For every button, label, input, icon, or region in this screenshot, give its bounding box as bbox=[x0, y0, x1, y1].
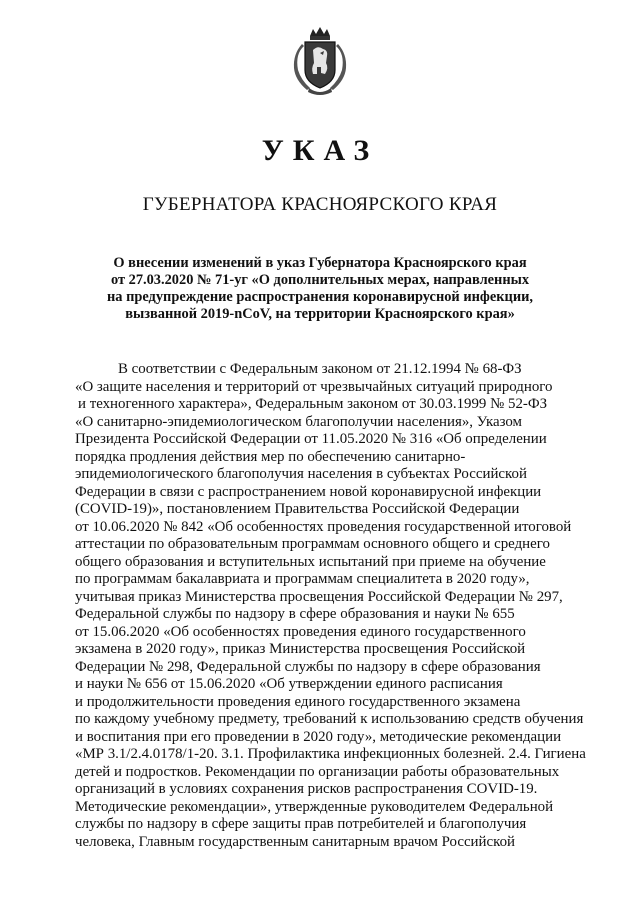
body-line: по программам бакалавриата и программам специалитета в 2020 году», bbox=[75, 571, 530, 587]
body-line: от 15.06.2020 «Об особенностях проведения единого государственного bbox=[75, 623, 526, 640]
heading-line: от 27.03.2020 № 71-уг «О дополнительных мерах, направленных bbox=[110, 272, 530, 288]
body-line: «МР 3.1/2.4.0178/1-20. 3.1. Профилактика инфекционных болезней. 2.4. Гигиена bbox=[75, 746, 586, 762]
body-line: аттестации по образовательным программам основного общего и среднего bbox=[75, 536, 550, 552]
body-line: Федерации в связи с распространением новой коронавирусной инфекции bbox=[75, 483, 542, 500]
body-line: человека, Главным государственным санитарным врачом Российской bbox=[75, 833, 515, 850]
body-line: службы по надзору в сфере защиты прав потребителей и благополучия bbox=[75, 816, 527, 832]
body-line: по каждому учебному предмету, требований к использованию средств обучения bbox=[75, 711, 584, 727]
heading-line: на предупреждение распространения коронавирусной инфекции, bbox=[106, 289, 534, 305]
body-line: порядка продления действия мер по обеспечению санитарно- bbox=[75, 448, 466, 465]
body-line: детей и подростков. Рекомендации по организации работы образовательных bbox=[75, 763, 560, 780]
body-line: от 10.06.2020 № 842 «Об особенностях проведения государственной итоговой bbox=[75, 518, 572, 535]
body-line: Методические рекомендации», утвержденные руководителем Федеральной bbox=[75, 798, 554, 815]
body-line: и науки № 656 от 15.06.2020 «Об утверждении единого расписания bbox=[75, 676, 503, 692]
krasnoyarsk-coat-of-arms-icon bbox=[291, 26, 349, 96]
decree-body bbox=[75, 361, 596, 851]
body-line: и воспитания при его проведении в 2020 году», методические рекомендации bbox=[75, 728, 562, 745]
decree-title: УКАЗ bbox=[261, 134, 379, 167]
body-line: Президента Российской Федерации от 11.05.2020 № 316 «Об определении bbox=[75, 431, 547, 447]
body-line: организаций в условиях сохранения рисков распространения COVID-19. bbox=[75, 781, 538, 797]
body-line: «О защите населения и территорий от чрезвычайных ситуаций природного bbox=[75, 378, 553, 395]
body-line: Федерации № 298, Федеральной службы по надзору в сфере образования bbox=[75, 658, 541, 675]
issuer-title: ГУБЕРНАТОРА КРАСНОЯРСКОГО КРАЯ bbox=[142, 194, 498, 215]
body-line: «О санитарно-эпидемиологическом благополучии населения», Указом bbox=[75, 413, 522, 430]
body-line: и продолжительности проведения единого государственного экзамена bbox=[75, 693, 521, 710]
heading-line: О внесении изменений в указ Губернатора Красноярского края bbox=[113, 255, 527, 271]
body-line: В соответствии с Федеральным законом от 21.12.1994 № 68-ФЗ bbox=[118, 361, 522, 377]
body-line: (COVID-19)», постановлением Правительства Российской Федерации bbox=[75, 501, 520, 517]
decree-heading bbox=[96, 255, 544, 323]
body-line: Федеральной службы по надзору в сфере образования и науки № 655 bbox=[75, 606, 515, 622]
body-line: экзамена в 2020 году», приказ Министерства просвещения Российской bbox=[75, 641, 526, 657]
heading-line: вызванной 2019-nCoV, на территории Красноярского края» bbox=[125, 306, 515, 322]
body-line: эпидемиологического благополучия населения в субъектах Российской bbox=[75, 466, 527, 482]
body-line: общего образования и вступительных испытаний при приеме на обучение bbox=[75, 553, 546, 570]
body-line: учитывая приказ Министерства просвещения Российской Федерации № 297, bbox=[75, 588, 563, 605]
body-line: и техногенного характера», Федеральным законом от 30.03.1999 № 52-ФЗ bbox=[78, 396, 548, 412]
